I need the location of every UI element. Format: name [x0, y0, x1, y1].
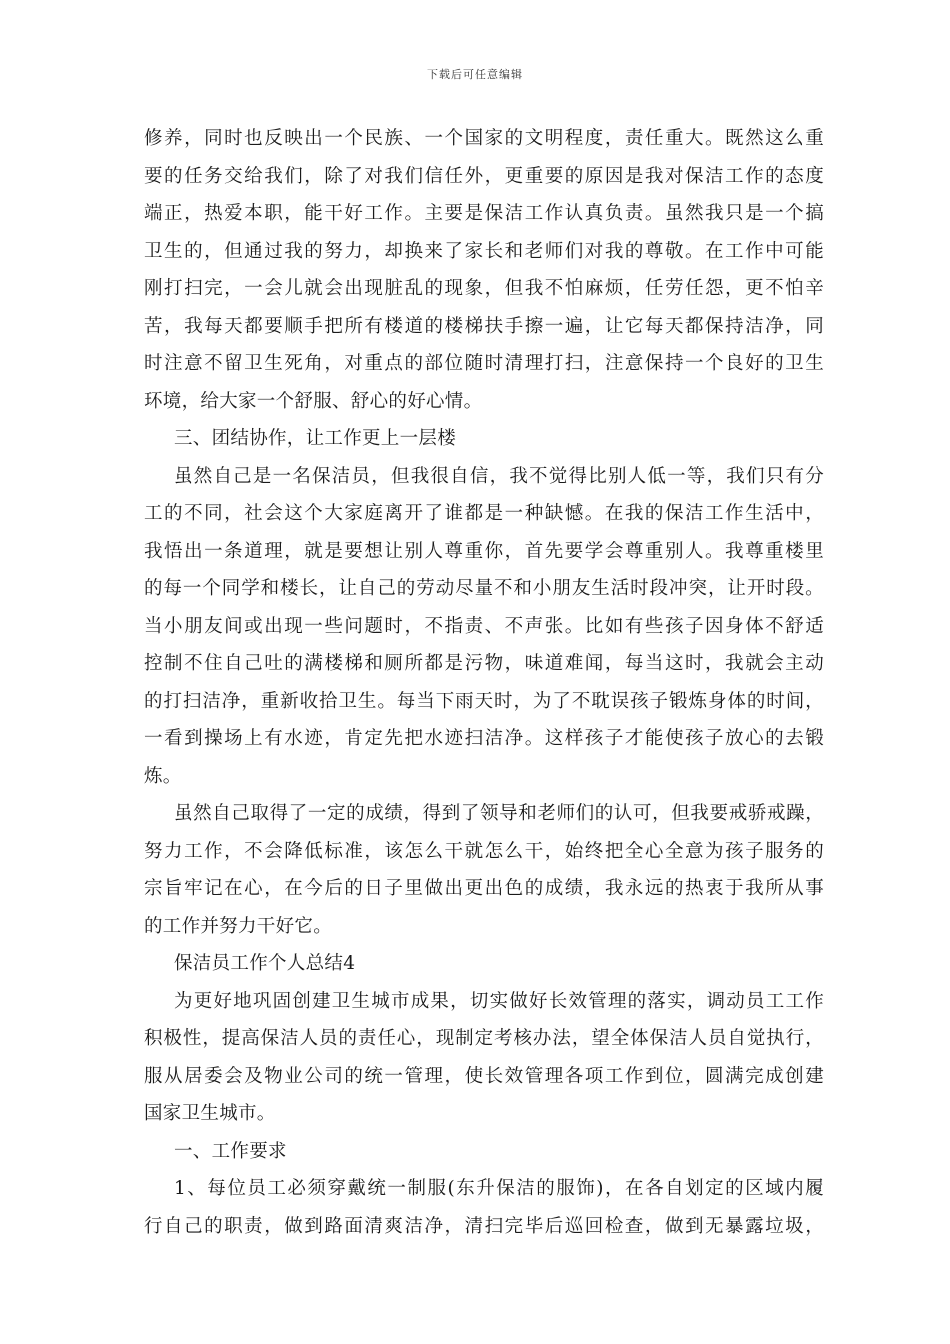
text-line: 苦，我每天都要顺手把所有楼道的楼梯扶手擦一遍，让它每天都保持洁净，同: [144, 315, 824, 337]
text-line: 要的任务交给我们，除了对我们信任外，更重要的原因是我对保洁工作的态度: [144, 165, 824, 187]
text-line: 的每一个同学和楼长，让自己的劳动尽量不和小朋友生活时段冲突，让开时段。: [144, 578, 824, 599]
text-line: 的工作并努力干好它。: [144, 915, 333, 937]
text-line: 炼。: [144, 765, 182, 787]
text-line: 的打扫洁净，重新收拾卫生。每当下雨天时，为了不耽误孩子锻炼身体的时间，: [144, 690, 824, 712]
page-header-note: 下载后可任意编辑: [427, 68, 523, 81]
text-line: 工的不同，社会这个大家庭离开了谁都是一种缺憾。在我的保洁工作生活中，: [144, 503, 824, 524]
text-line: 努力工作，不会降低标准，该怎么干就怎么干，始终把全心全意为孩子服务的: [144, 840, 824, 862]
text-line: 我悟出一条道理，就是要想让别人尊重你，首先要学会尊重别人。我尊重楼里: [144, 540, 824, 562]
text-line: 宗旨牢记在心，在今后的日子里做出更出色的成绩，我永远的热衷于我所从事: [144, 878, 824, 899]
text-line: 积极性，提高保洁人员的责任心，现制定考核办法，望全体保洁人员自觉执行，: [144, 1028, 824, 1049]
text-line: 虽然自己是一名保洁员，但我很自信，我不觉得比别人低一等，我们只有分: [174, 465, 824, 487]
text-line: 一、工作要求: [174, 1140, 287, 1162]
text-line: 国家卫生城市。: [144, 1103, 276, 1124]
text-line: 修养，同时也反映出一个民族、一个国家的文明程度，责任重大。既然这么重: [144, 128, 824, 149]
text-line: 环境，给大家一个舒服、舒心的好心情。: [144, 390, 483, 412]
text-line: 三、团结协作，让工作更上一层楼: [174, 428, 457, 449]
text-line: 服从居委会及物业公司的统一管理，使长效管理各项工作到位，圆满完成创建: [144, 1065, 824, 1087]
text-line: 时注意不留卫生死角，对重点的部位随时清理打扫，注意保持一个良好的卫生: [144, 353, 824, 374]
text-line: 刚打扫完，一会儿就会出现脏乱的现象，但我不怕麻烦，任劳任怨，更不怕辛: [144, 278, 824, 299]
text-line: 卫生的，但通过我的努力，却换来了家长和老师们对我的尊敬。在工作中可能: [144, 240, 824, 262]
text-line: 控制不住自己吐的满楼梯和厕所都是污物，味道难闻，每当这时，我就会主动: [144, 653, 824, 674]
text-line: 保洁员工作个人总结4: [174, 953, 356, 974]
text-line: 为更好地巩固创建卫生城市成果，切实做好长效管理的落实，调动员工工作: [174, 990, 824, 1012]
text-line: 一看到操场上有水迹，肯定先把水迹扫洁净。这样孩子才能使孩子放心的去锻: [144, 728, 824, 749]
text-line: 端正，热爱本职，能干好工作。主要是保洁工作认真负责。虽然我只是一个搞: [144, 203, 824, 224]
text-line: 当小朋友间或出现一些问题时，不指责、不声张。比如有些孩子因身体不舒适: [144, 615, 824, 637]
text-line: 1、每位员工必须穿戴统一制服(东升保洁的服饰)，在各自划定的区域内履: [174, 1178, 824, 1199]
text-line: 行自己的职责，做到路面清爽洁净，清扫完毕后巡回检查，做到无暴露垃圾，: [144, 1215, 824, 1237]
text-line: 虽然自己取得了一定的成绩，得到了领导和老师们的认可，但我要戒骄戒躁，: [174, 803, 824, 824]
document-body: [144, 120, 824, 1245]
